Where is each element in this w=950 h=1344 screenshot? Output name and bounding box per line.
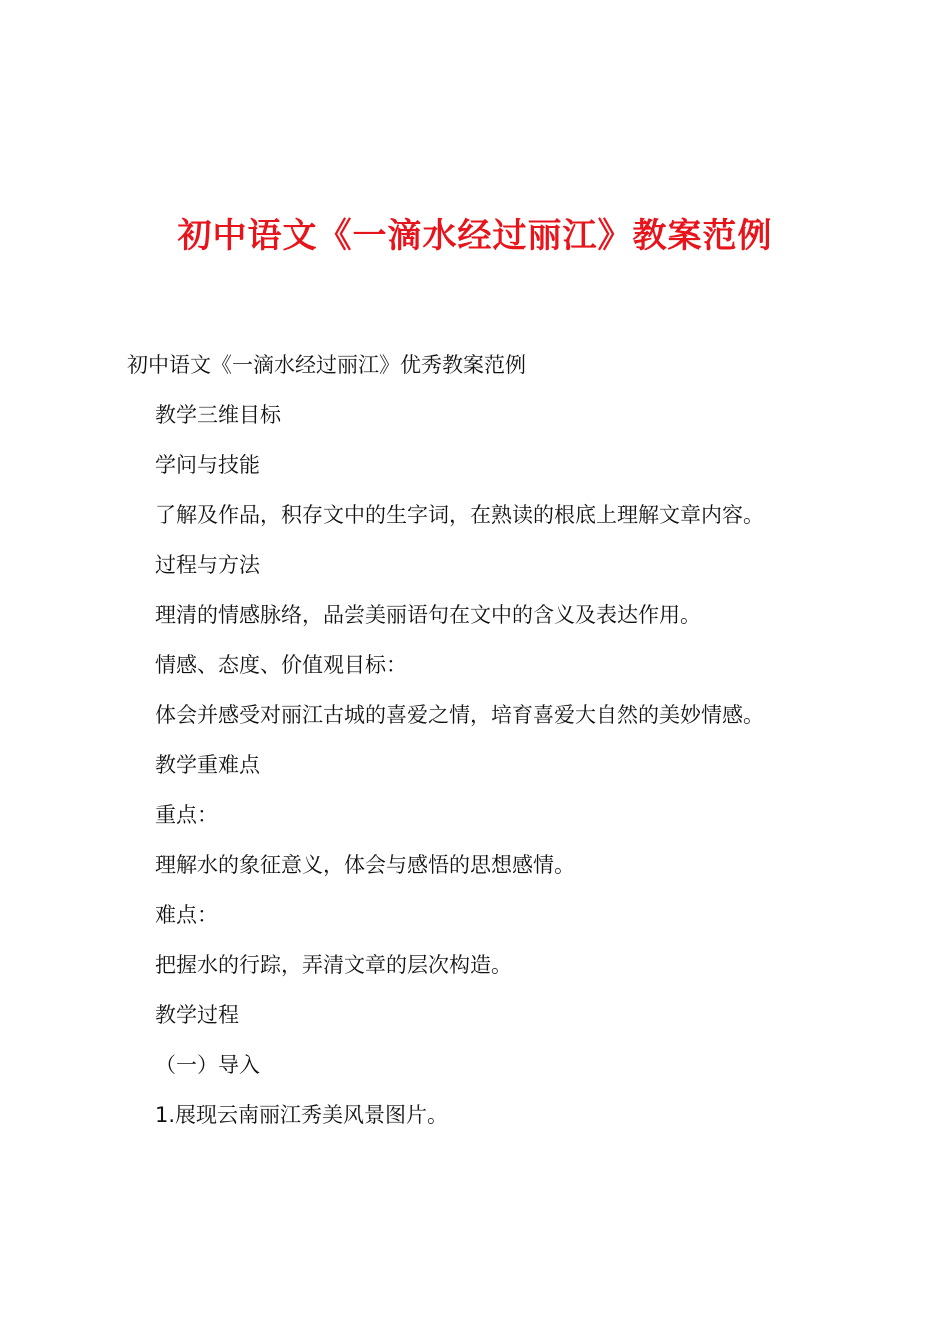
paragraph-heading-key-points: 教学重难点	[155, 753, 260, 777]
paragraph-text: 了解及作品，积存文中的生字词，在熟读的根底上理解文章内容。	[155, 503, 764, 527]
paragraph-subtitle: 初中语文《一滴水经过丽江》优秀教案范例	[127, 353, 526, 377]
paragraph-label-difficulty: 难点：	[155, 903, 218, 927]
paragraph-section-intro: （一）导入	[155, 1053, 260, 1077]
paragraph-list-item: 1.展现云南丽江秀美风景图片。	[155, 1103, 449, 1127]
paragraph-text: 体会并感受对丽江古城的喜爱之情，培育喜爱大自然的美妙情感。	[155, 703, 764, 727]
paragraph-text: 把握水的行踪，弄清文章的层次构造。	[155, 953, 512, 977]
paragraph-text: 理解水的象征意义，体会与感悟的思想感情。	[155, 853, 575, 877]
paragraph-heading-knowledge: 学问与技能	[155, 453, 260, 477]
paragraph-label-focus: 重点：	[155, 803, 218, 827]
paragraph-heading-objectives: 教学三维目标	[155, 403, 281, 427]
document-body	[0, 340, 950, 1140]
paragraph-text: 理清的情感脉络，品尝美丽语句在文中的含义及表达作用。	[155, 603, 701, 627]
paragraph-heading-attitude: 情感、态度、价值观目标：	[155, 653, 407, 677]
paragraph-heading-teaching-process: 教学过程	[155, 1003, 239, 1027]
paragraph-heading-process: 过程与方法	[155, 553, 260, 577]
document-title: 初中语文《一滴水经过丽江》教案范例	[177, 216, 773, 256]
